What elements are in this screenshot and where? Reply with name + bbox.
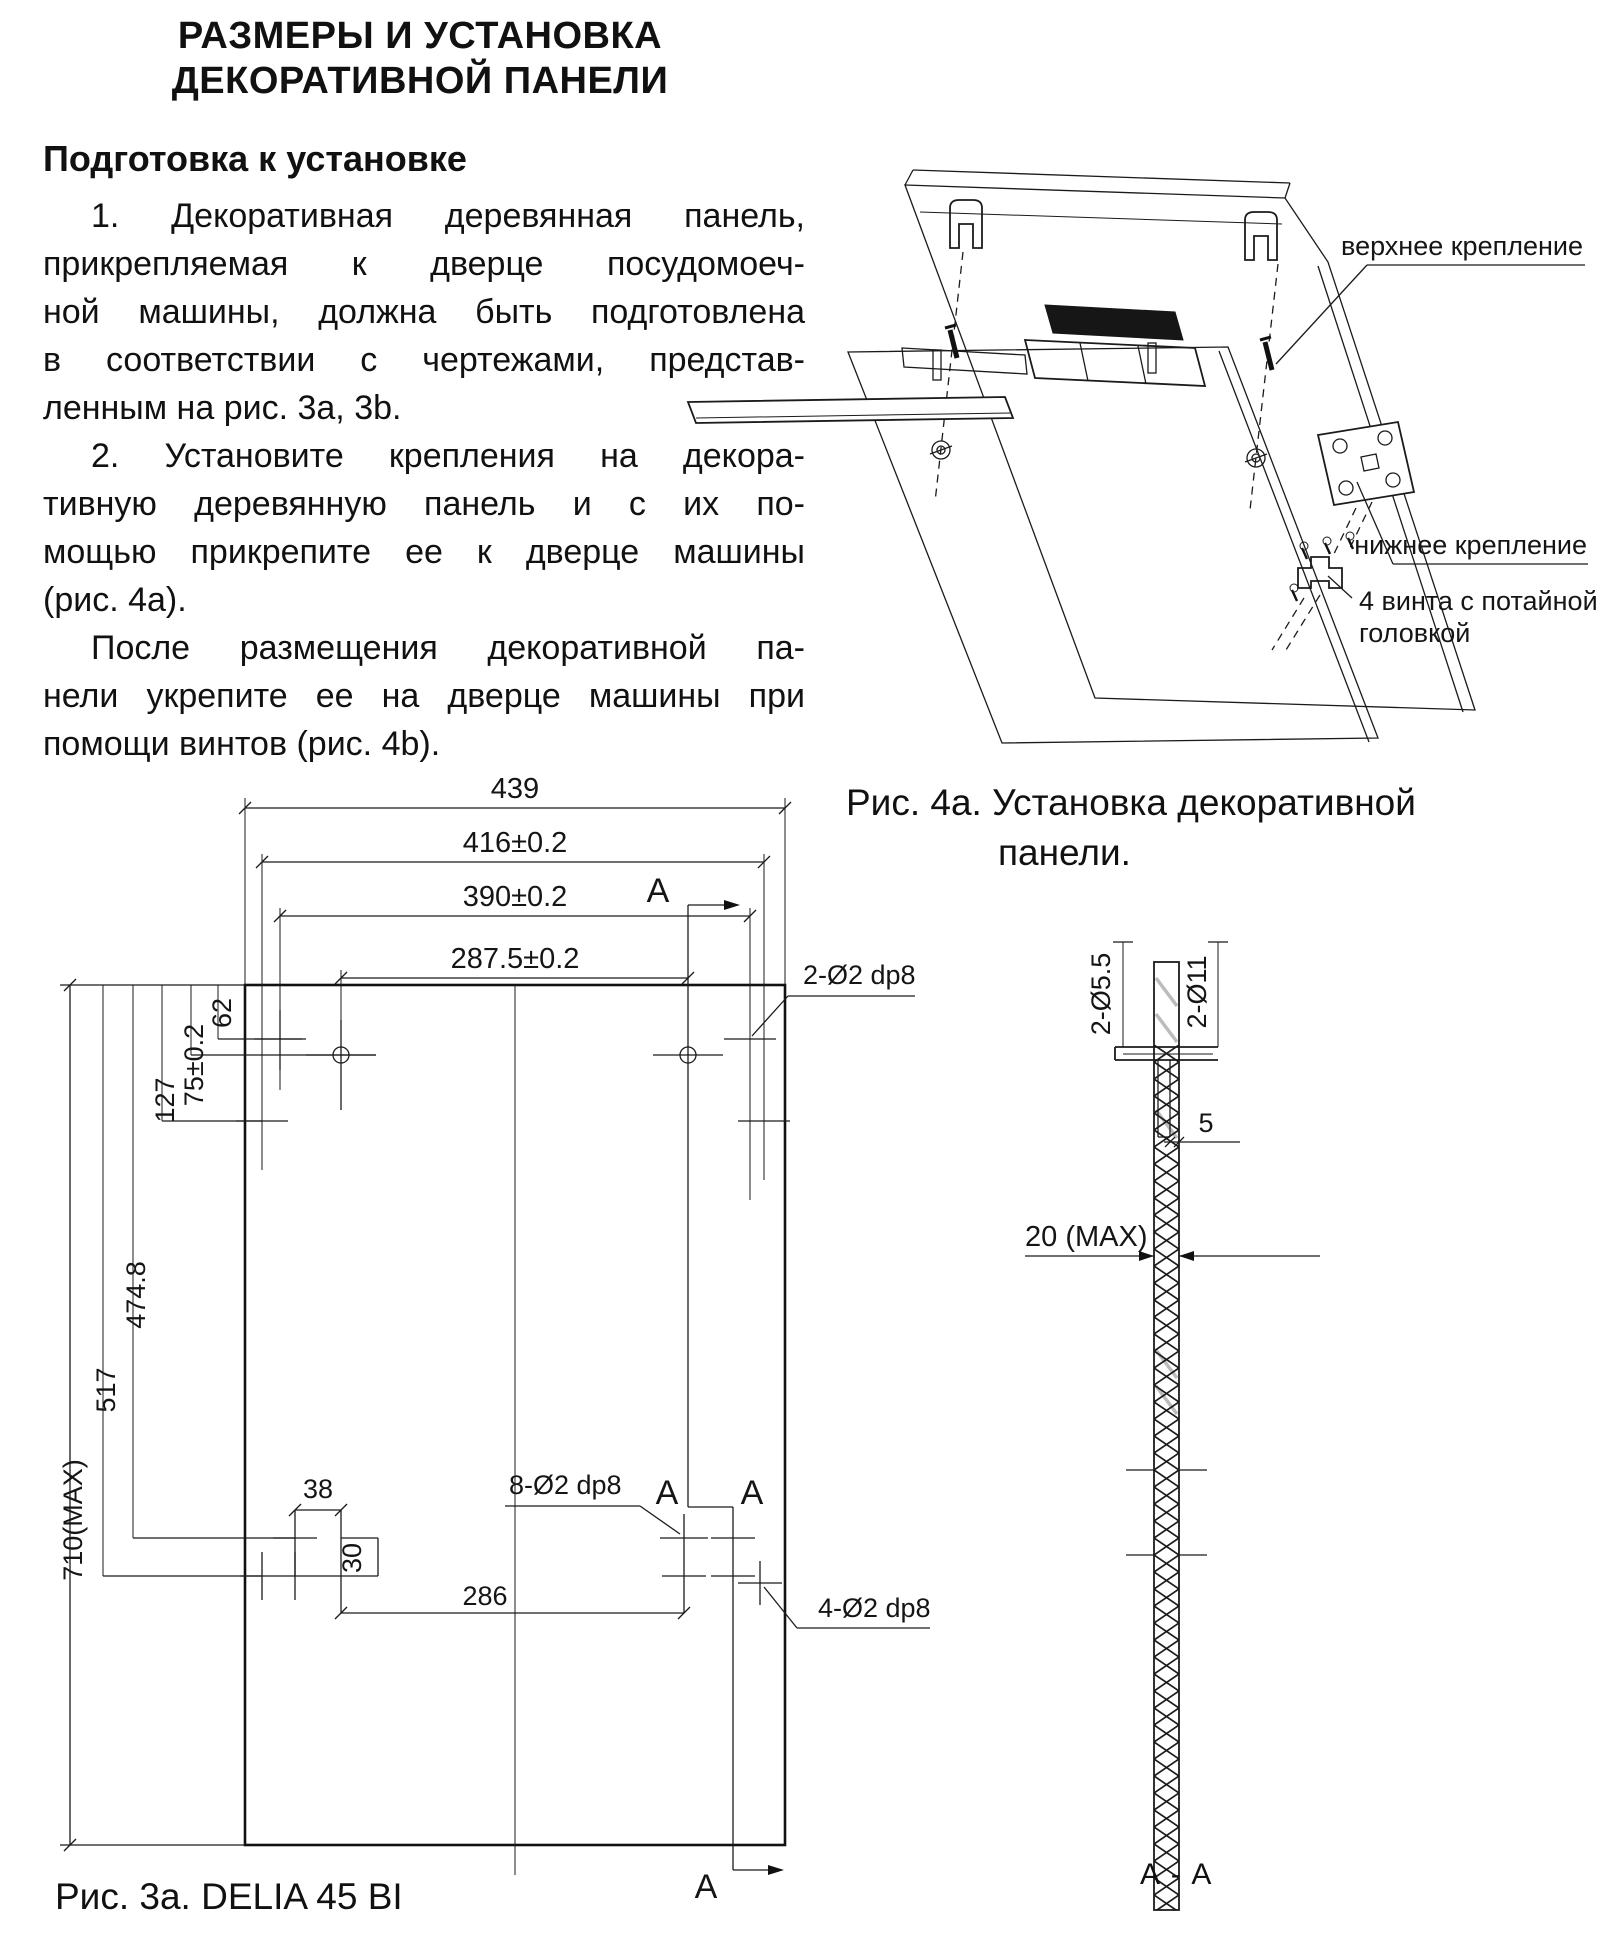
- figure-4a-caption-line2: панели.: [998, 831, 1131, 873]
- figure-4a-drawing: [680, 150, 1610, 780]
- upper-hole-marks: [236, 1010, 790, 1121]
- screw-icon: [945, 325, 957, 358]
- dim-474: 474.8: [121, 1261, 151, 1329]
- dim-517: 517: [91, 1367, 121, 1413]
- dim-20max: 20 (MAX): [1025, 1221, 1148, 1253]
- paragraph-line: тивную деревянную панель и с их по-: [43, 485, 805, 523]
- paragraph-line: ной машины, должна быть подготовлена: [43, 293, 805, 331]
- door-handle: [902, 305, 1205, 386]
- dim-5: 5: [1198, 1108, 1214, 1138]
- section-aa-caption: A - A: [1140, 1858, 1214, 1891]
- section-aa-drawing: [1000, 930, 1420, 1915]
- page-title-line2: ДЕКОРАТИВНОЙ ПАНЕЛИ: [171, 59, 669, 102]
- paragraph-line: ленным на рис. 3а, 3b.: [43, 389, 402, 427]
- upper-fastener-hooks: [950, 200, 1277, 260]
- holes-4-label: [764, 1587, 931, 1628]
- holes-8-text: 8-Ø2 dp8: [509, 1470, 622, 1500]
- page-title: [100, 14, 740, 104]
- page-title-line1: РАЗМЕРЫ И УСТАНОВКА: [177, 15, 663, 57]
- dim-287: 287.5±0.2: [450, 943, 580, 975]
- section-cut-line: [647, 872, 784, 1906]
- dim-2d11: 2-Ø11: [1182, 955, 1212, 1029]
- bottom-hole-marks: [660, 1514, 782, 1613]
- holes-2-text: 2-Ø2 dp8: [803, 960, 916, 990]
- holes-2-label: [752, 960, 916, 1036]
- holes-4-text: 4-Ø2 dp8: [818, 1593, 931, 1623]
- paragraph-line: После размещения декоративной па-: [91, 629, 805, 667]
- paragraph-line: в соответствии с чертежами, представ-: [43, 341, 805, 379]
- section-letter-bottom: A: [694, 1868, 718, 1906]
- dim-62: 62: [207, 997, 237, 1029]
- upper-fastener-label: верхнее крепление: [1341, 231, 1583, 261]
- figure-4a-caption-line1: Рис. 4а. Установка декоративной: [846, 782, 1416, 823]
- figure-3a-caption: Рис. 3а. DELIA 45 BI: [55, 1876, 403, 1917]
- countersunk-screws-bracket: [1272, 532, 1354, 650]
- dim-127: 127: [150, 1077, 180, 1123]
- paragraph-line: мощью прикрепите ее к дверце машины: [43, 533, 805, 571]
- paragraph-line: (рис. 4а).: [43, 581, 187, 619]
- paragraph-line: 1. Декоративная деревянная панель,: [91, 197, 805, 235]
- dim-286: 286: [462, 1581, 508, 1611]
- dim-710: 710(MAX): [58, 1459, 88, 1581]
- dim-2d55: 2-Ø5.5: [1086, 952, 1116, 1036]
- dim-439: 439: [490, 773, 540, 805]
- dim-416: 416±0.2: [462, 827, 568, 859]
- decorative-panel-outline: [688, 343, 1378, 743]
- section-top-dimensions: [1086, 942, 1228, 1047]
- section-letter-mid-left: A: [655, 1474, 679, 1512]
- panel-trim-strip: [688, 397, 1013, 423]
- holes-8-label: [505, 1470, 680, 1534]
- paragraph-line: прикрепляемая к дверце посудомоеч-: [43, 245, 805, 283]
- section-letter-top: A: [646, 872, 670, 910]
- section-heading: Подготовка к установке: [43, 138, 467, 179]
- screws-label-line2: головкой: [1359, 618, 1471, 648]
- screws-label-line1: 4 винта с потайной: [1359, 586, 1598, 616]
- dim-390: 390±0.2: [462, 881, 568, 913]
- dim-30: 30: [337, 1542, 367, 1574]
- paragraph-line: помощи винтов (рис. 4b).: [43, 725, 441, 763]
- section-letter-mid-right: A: [740, 1474, 764, 1512]
- dim-75: 75±0.2: [179, 1023, 209, 1107]
- left-dimensions: [58, 979, 376, 1851]
- figure-3a-drawing: [30, 770, 1040, 1905]
- paragraph-line: нели укрепите ее на дверце машины при: [43, 677, 805, 715]
- bracket-detail: [240, 1474, 690, 1619]
- dim-38: 38: [302, 1474, 334, 1504]
- washer-icon: [930, 441, 952, 459]
- lower-fastener-label: нижнее крепление: [1354, 530, 1587, 560]
- paragraph-line: 2. Установите крепления на декора-: [91, 437, 805, 475]
